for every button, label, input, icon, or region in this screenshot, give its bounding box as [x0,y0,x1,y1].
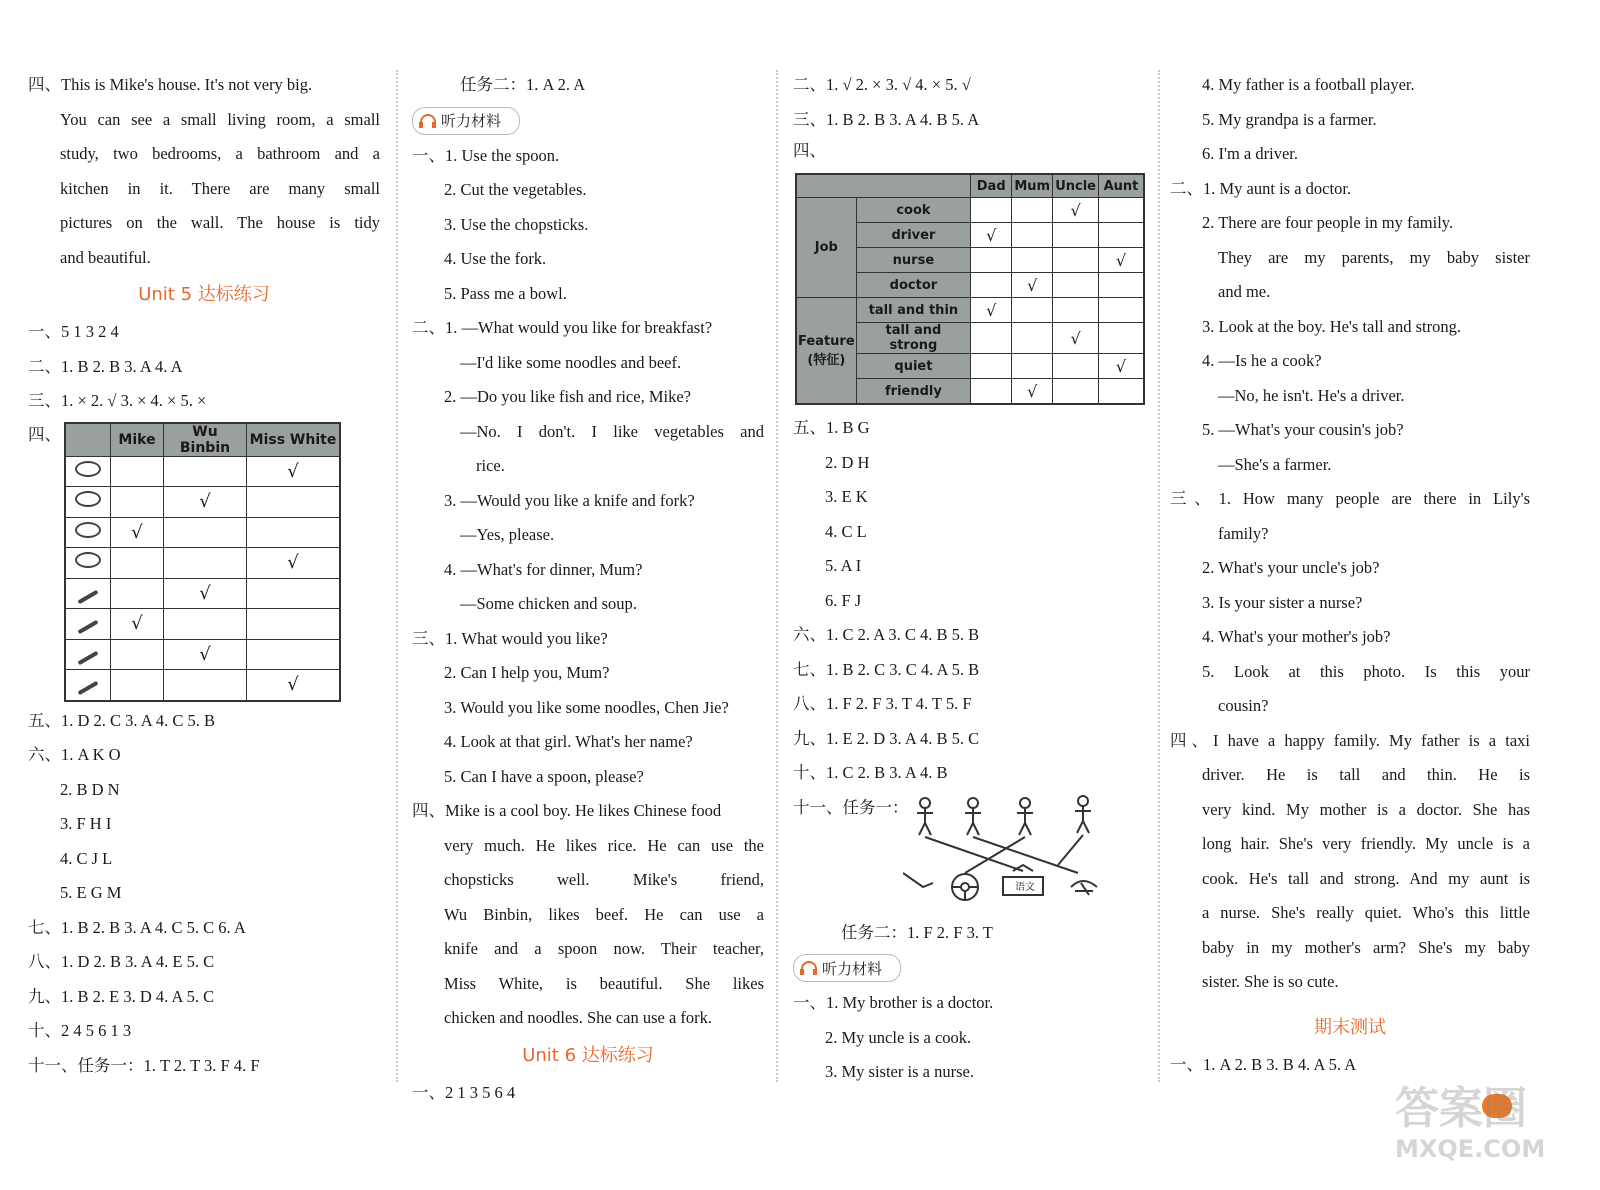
fork-icon [77,681,98,695]
check-cell: √ [1012,379,1053,405]
check-cell [1053,354,1099,379]
column-1 [28,68,380,1102]
script-line: 4. —Is he a cook? [1202,351,1322,370]
check-cell [1099,223,1145,248]
check-cell [111,456,164,487]
check-cell [111,639,164,670]
script-line: a nurse. She's really quiet. Who's this little [1202,903,1530,922]
answer-line: 二、1. √ 2. × 3. √ 4. × 5. √ [793,75,971,94]
script-line: 3. Would you like some noodles, Chen Jie? [444,697,729,717]
check-cell [164,609,247,640]
row-label: quiet [856,354,971,379]
script-line: —She's a farmer. [1218,454,1332,474]
answer-line: 二、1. B 2. B 3. A 4. A [28,356,183,376]
check-cell [971,323,1012,354]
script-line: 三、1. How many people are there in Lily's [1170,489,1530,508]
row-label: tall and strong [856,323,971,354]
unit5-title: Unit 5 达标练习 [138,284,270,305]
answer-line: 5. A I [825,556,862,575]
steering-wheel-icon [952,874,978,900]
table-row [65,609,340,640]
script-line: Wu Binbin, likes beef. He can use a [444,904,764,924]
script-line: rice. [476,456,505,475]
answer-line: 三、1. B 2. B 3. A 4. B 5. A [793,109,980,129]
script-line: very kind. My mother is a doctor. She has [1202,799,1530,819]
script-line: 三、1. What would you like? [412,628,608,648]
script-line: 5. My grandpa is a farmer. [1202,109,1377,129]
dish-icon [75,491,101,507]
answer-line: 一、1. A 2. B 3. B 4. A 5. A [1170,1054,1357,1074]
check-cell [111,578,164,609]
script-line: 四、Mike is a cool boy. He likes Chinese food [412,801,722,820]
food-table [64,422,341,702]
table-header: Wu Binbin [164,423,247,457]
check-cell: √ [1053,198,1099,223]
check-cell [971,198,1012,223]
script-line: 3. Use the chopsticks. [444,214,589,234]
matching-task [793,791,1145,916]
script-line: driver. He is tall and thin. He is [1202,765,1530,784]
row-label: doctor [856,273,971,298]
answer-line: 三、1. × 2. √ 3. × 4. × 5. × [28,391,207,410]
check-cell: √ [1099,248,1145,273]
answer-line: 六、1. A K O [28,745,121,764]
script-line: 3. Look at the boy. He's tall and strong. [1202,316,1461,336]
answer-line: 4. C J L [60,848,113,868]
listening-script [1170,68,1530,1000]
match-line [1058,835,1083,865]
check-cell [971,379,1012,405]
check-cell: √ [247,548,341,579]
script-line: very much. He likes rice. He can use the [444,835,764,855]
answer-line: 任务二：1. A 2. A [460,75,586,94]
row-label: friendly [856,379,971,405]
dish-icon [75,552,101,568]
script-line: family? [1218,523,1269,543]
check-cell [971,354,1012,379]
table-row [65,456,340,487]
answer-line: 2. D H [825,452,870,472]
script-line: 5. —What's your cousin's job? [1202,420,1404,439]
table-header: Uncle [1053,174,1099,198]
table-row [65,578,340,609]
script-line: 4. —What's for dinner, Mum? [444,559,643,579]
script-line: 4. What's your mother's job? [1202,627,1391,646]
passage-line: You can see a small living room, a small [60,109,380,129]
row-group-label: Feature (特征) [796,298,856,405]
check-cell [1053,273,1099,298]
headphones-icon [419,113,435,129]
script-line: —I'd like some noodles and beef. [460,352,682,372]
answer-line: 七、1. B 2. B 3. A 4. C 5. C 6. A [28,917,246,937]
row-label: cook [856,198,971,223]
check-cell [1099,273,1145,298]
person-figure-2 [965,798,981,835]
script-line: cousin? [1218,696,1269,715]
answer-line: 九、1. B 2. E 3. D 4. A 5. C [28,986,215,1006]
check-cell [971,248,1012,273]
check-cell [1012,198,1053,223]
passage-line: and beautiful. [60,247,151,267]
script-line: and me. [1218,282,1271,301]
script-line: 6. I'm a driver. [1202,144,1298,163]
script-line: sister. She is so cute. [1202,972,1339,991]
check-cell [111,670,164,701]
check-cell [247,609,341,640]
fork-icon [65,670,111,701]
row-group-label: Job [796,198,856,298]
section-label: 四、 [793,141,826,160]
script-line: —Yes, please. [460,525,555,544]
answer-line: 3. F H I [60,814,112,833]
script-line: 一、1. Use the spoon. [412,145,560,165]
check-cell [1012,323,1053,354]
script-line: 二、1. —What would you like for breakfast? [412,318,713,337]
dish-icon [65,487,111,518]
script-line: long hair. She's very friendly. My uncle is a [1202,834,1530,853]
check-cell: √ [164,487,247,518]
answer-line: 6. F J [825,590,862,610]
table-header: Mike [111,423,164,457]
script-line: 2. What's your uncle's job? [1202,558,1380,577]
check-cell [247,639,341,670]
answer-line: 十、2 4 5 6 1 3 [28,1021,132,1040]
script-line: —No. I don't. I like vegetables and [460,421,764,441]
answer-line: 六、1. C 2. A 3. C 4. B 5. B [793,625,980,644]
knife-icon [65,639,111,670]
listening-material-text: 听力材料 [441,112,502,130]
check-cell [1099,323,1145,354]
table-header: Aunt [1099,174,1145,198]
answer-line: 任务二：1. F 2. F 3. T [841,922,993,942]
headphones-icon [800,960,816,976]
check-cell: √ [1099,354,1145,379]
script-line: knife and a spoon now. Their teacher, [444,939,764,958]
passage-line: pictures on the wall. The house is tidy [60,213,380,232]
answer-line: 十一、任务一：1. T 2. T 3. F 4. F [28,1055,260,1075]
listening-material-text: 听力材料 [822,959,883,978]
table-header: Miss White [247,423,341,457]
answer-line: 4. C L [825,521,867,541]
passage-line: study, two bedrooms, a bathroom and a [60,144,380,163]
script-line: Miss White, is beautiful. She likes [444,973,764,993]
check-cell: √ [1012,273,1053,298]
table-row [796,198,1144,223]
check-cell: √ [247,456,341,487]
script-line: —Some chicken and soup. [460,594,637,613]
script-line: 2. Cut the vegetables. [444,180,587,199]
check-cell [164,517,247,548]
script-line: 2. There are four people in my family. [1202,213,1454,232]
check-cell [1053,223,1099,248]
watermark-logo-text: 答案圈 [1395,1083,1527,1134]
table-row [65,487,340,518]
answer-line: 一、5 1 3 2 4 [28,322,119,341]
script-line: 3. Is your sister a nurse? [1202,592,1363,612]
dish-icon [75,461,101,477]
script-line: 一、1. My brother is a doctor. [793,993,994,1012]
check-cell [1099,198,1145,223]
script-line: 二、1. My aunt is a doctor. [1170,178,1352,198]
check-cell [971,273,1012,298]
subject-label: 语文 [1015,881,1035,893]
answer-line: 八、1. D 2. B 3. A 4. E 5. C [28,952,215,971]
table-row [796,298,1144,323]
column-divider [396,70,398,1082]
script-line: chicken and noodles. She can use a fork. [444,1008,713,1027]
unit6-title: Unit 6 达标练习 [522,1044,654,1066]
check-cell [1012,223,1053,248]
matching-lines-figure [903,791,1113,911]
column-divider [1158,70,1160,1082]
check-cell [1012,298,1053,323]
passage-line: kitchen in it. There are many small [60,178,380,198]
row-label: driver [856,223,971,248]
table-row [65,639,340,670]
dish-icon [65,548,111,579]
script-line: chopsticks well. Mike's friend, [444,870,764,889]
script-line: 5. Can I have a spoon, please? [444,766,644,786]
table-header-blank [796,174,971,198]
row-label: nurse [856,248,971,273]
bowl-icon [65,517,111,548]
listening-material-label [793,954,901,982]
answer-line: 3. E K [825,487,868,506]
check-cell [247,487,341,518]
check-cell: √ [247,670,341,701]
person-figure-1 [917,798,933,835]
script-line: 5. Look at this photo. Is this your [1202,661,1530,681]
check-cell [164,456,247,487]
answer-line: 七、1. B 2. C 3. C 4. A 5. B [793,659,980,679]
script-line: 3. My sister is a nurse. [825,1062,974,1081]
script-line: 四、I have a happy family. My father is a taxi [1170,730,1530,750]
script-line: 2. Can I help you, Mum? [444,663,610,682]
listening-material-label [412,107,520,135]
answer-line: 十一、任务一： [793,797,909,817]
chopsticks-icon [65,609,111,640]
check-cell [1053,248,1099,273]
check-cell [164,548,247,579]
check-cell: √ [164,578,247,609]
family-job-table [795,173,1145,405]
spoon-icon [77,590,98,604]
script-line: 5. Pass me a bowl. [444,283,567,303]
bowl-icon [75,522,101,538]
answer-line: 一、2 1 3 5 6 4 [412,1082,516,1102]
script-line: —No, he isn't. He's a driver. [1218,385,1405,405]
utensil-drawing [903,873,933,887]
check-cell [1012,354,1053,379]
check-cell [1053,379,1099,405]
check-cell [247,578,341,609]
script-line: baby in my mother's arm? She's my baby [1202,937,1530,957]
script-line: 4. Use the fork. [444,249,547,268]
table-row [65,670,340,701]
check-cell [1099,379,1145,405]
column-4 [1170,68,1530,1102]
script-line: 3. —Would you like a knife and fork? [444,490,695,510]
match-line [925,837,1023,871]
script-line: 2. My uncle is a cook. [825,1027,972,1047]
check-cell [1099,298,1145,323]
table-header: Mum [1012,174,1053,198]
check-cell [1012,248,1053,273]
answer-line: 2. B D N [60,779,120,799]
answer-line: 十、1. C 2. B 3. A 4. B [793,763,948,782]
table-row [65,548,340,579]
cooking-icon [1071,881,1097,895]
script-line: cook. He's tall and strong. And my aunt is [1202,868,1530,888]
left-edge-marks [0,80,6,1110]
check-cell: √ [971,223,1012,248]
watermark [1395,1082,1565,1172]
answer-line: 九、1. E 2. D 3. A 4. B 5. C [793,728,980,748]
section-4-table-block [28,422,380,702]
check-cell: √ [164,639,247,670]
row-label: tall and thin [856,298,971,323]
answer-line: 八、1. F 2. F 3. T 4. T 5. F [793,694,972,713]
spoon-icon [65,578,111,609]
script-line: They are my parents, my baby sister [1218,247,1530,267]
person-figure-3 [1017,798,1033,835]
passage-line: 四、This is Mike's house. It's not very big. [28,75,313,94]
watermark-url: MXQE.COM [1395,1135,1546,1163]
script-line: 4. My father is a football player. [1202,75,1415,94]
check-cell [247,517,341,548]
check-cell: √ [1053,323,1099,354]
table-row [65,517,340,548]
check-cell [1053,298,1099,323]
check-cell: √ [111,517,164,548]
chopsticks-icon [77,620,98,634]
answer-line: 五、1. B G [793,418,870,437]
column-divider [776,70,778,1082]
person-figure-4 [1075,796,1091,833]
listening-script [412,139,764,1036]
check-cell [164,670,247,701]
table-header-blank [65,423,111,457]
script-line: 2. —Do you like fish and rice, Mike? [444,387,691,406]
dish-icon [65,456,111,487]
final-test-title: 期末测试 [1314,1016,1386,1038]
table-header: Dad [971,174,1012,198]
check-cell [111,487,164,518]
script-line: 4. Look at that girl. What's her name? [444,732,693,751]
answer-line: 5. E G M [60,883,122,902]
knife-icon [77,651,98,665]
section-label: 四、 [28,424,61,444]
column-2 [412,68,764,1102]
check-cell: √ [111,609,164,640]
column-3 [793,68,1145,1102]
answer-line: 五、1. D 2. C 3. A 4. C 5. B [28,710,216,730]
check-cell [111,548,164,579]
check-cell: √ [971,298,1012,323]
